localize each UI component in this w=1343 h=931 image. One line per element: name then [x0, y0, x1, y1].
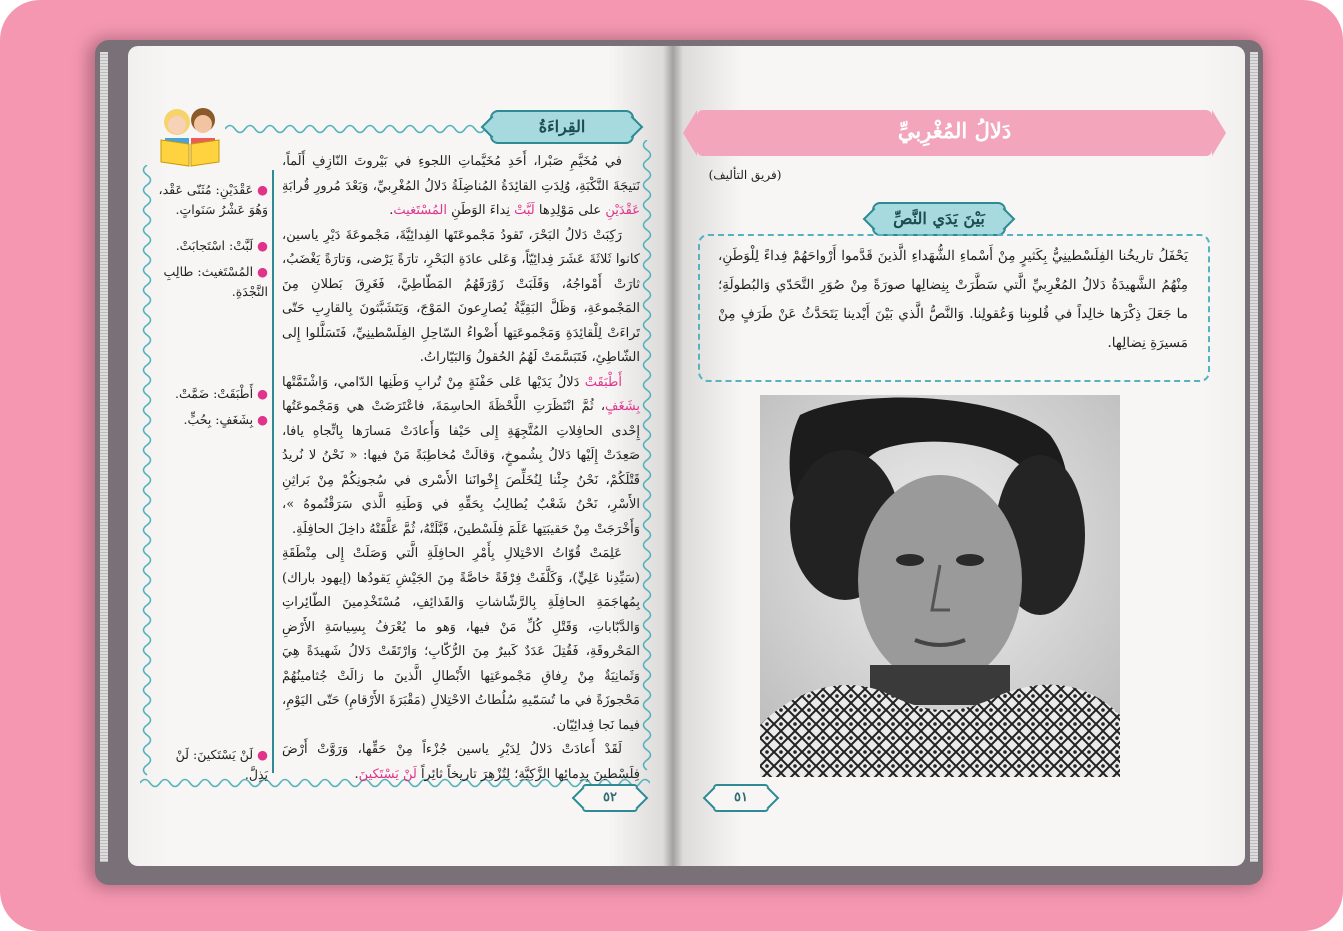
section-label-intro: بَيْنَ يَدَي النَّصِّ [872, 202, 1006, 236]
section-label-reading: القِراءَةُ [490, 110, 634, 144]
author-credit: (فريق التأليف) [708, 168, 782, 182]
page-edges-left [100, 52, 108, 862]
column-divider [272, 170, 274, 773]
wavy-border-right [640, 140, 654, 775]
page-edges-right [1250, 52, 1258, 862]
wavy-border-top [225, 122, 490, 136]
lesson-title: دَلالُ المُغْرِبيِّ [897, 118, 1012, 143]
title-band [697, 110, 1212, 156]
glossed-word: لَنْ يَسْتَكينَ [358, 766, 417, 782]
bullet-icon: ● [257, 747, 268, 762]
glossed-word: بِشَغَفٍ [605, 399, 640, 414]
paragraph-1: في مُخَيَّمِ صَبْرا، أَحَدِ مُخَيَّماتِ اللجوءِ في بَيْروتَ النّازِفِ أَلَماً، نَتيجَةَ النَّكْبَةِ، وُلِدَتِ القائِدَةُ المُناضِلَةُ دَلالُ المُغْرِبيِّ، وَبَعْدَ مُرورِ قُرابَةِ عَقْدَيْنِ على مَوْلِدِها لَبَّتْ نِداءَ الوَطَنِ المُسْتَغيث. [282, 154, 640, 218]
page-number-right: ٥١ [713, 784, 769, 812]
reading-kids-icon [155, 100, 225, 170]
intro-text: يَحْفَلُ تاريخُنا الفِلَسْطينِيُّ بِكَثيرٍ مِنْ أَسْماءِ الشُّهَداءِ الَّذينَ قَدَّموا أَرْواحَهُمْ فِداءً لِلْوَطَنِ، مِنْهُمُ الشَّهيدَةُ دَلالُ المُغْرِبيِّ الَّتي سَطَّرَتْ بِنِضالِها صورَةً مِنْ صُوَرِ التَّحَدّي وَالبُطولَةِ؛ ما جَعَلَ ذِكْرَها خالِداً في قُلوبِنا وَعُقولِنا. وَالنَّصُّ الَّذي بَيْنَ أَيْدينا يَتَحَدَّثُ عَنْ طَرَفٍ مِنْ مَسيرَةِ نِضالِها. [718, 248, 1188, 351]
glossed-word: المُسْتَغيث [393, 203, 447, 218]
paragraph-5: لَقَدْ أَعادَتْ دَلالُ لِدَيْرِ ياسين جُزْءاً مِنْ حَقِّها، وَرَوَّتْ أَرْضَ فِلَسْطينَ بِدِمائِها الزَّكِيَّةِ؛ لِتُزْهِرَ تاريخاً ثائِراً لَنْ يَسْتَكينَ. [282, 742, 640, 782]
glossary-item: ● عَقْدَيْنِ: مُثَنّى عَقْد، وَهُوَ عَشْرُ سَنَواتٍ. [158, 182, 268, 217]
book-spine [663, 46, 683, 866]
glossed-word: عَقْدَيْنِ [605, 203, 640, 218]
reading-passage [282, 150, 640, 787]
glossed-word: أَطْبَقَتْ [584, 374, 622, 390]
bullet-icon: ● [257, 386, 268, 401]
paragraph-3: أَطْبَقَتْ دَلالُ يَدَيْها عَلى حَفْنَةٍ مِنْ تُرابِ وَطَنِها الدّامي، وَاشْتَمَّتْها بِشَغَفٍ، ثُمَّ انْتَظَرَتِ اللَّحْظَةَ الحاسِمَةَ، فاعْتَرَضَتْ هي وَمَجْموعَتُها إِحْدى الحافِلاتِ المُتَّجِهَةِ إِلى حَيْفا وَأَعادَتْ مَسارَها بِاتِّجاهِ يافا، صَعِدَتْ إِلَيْها دَلالُ بِشُموخٍ، وَقالَتْ مُخاطِبَةً مَنْ فيها: « نَحْنُ لا نُريدُ قَتْلَكُمْ، نَحْنُ جِئْنا لِنُخَلِّصَ إِخْوانَنا الأَسْرى في سُجونِكُمْ مِنْ بَراثِنِ الأَسْرِ، نَحْنُ شَعْبٌ يُطالِبُ بِحَقِّهِ في وَطَنِهِ الَّذي سَرَقْتُموهُ »، وَأَخْرَجَتْ مِنْ حَقيبَتِها عَلَمَ فِلَسْطينَ، قَبَّلَتْهُ، ثُمَّ عَلَّقَتْهُ داخِلَ الحافِلَةِ. [282, 374, 640, 537]
glossary-item: ● المُسْتَغيث: طالِبِ النَّجْدَةِ. [163, 264, 268, 299]
bullet-icon: ● [257, 182, 268, 197]
bullet-icon: ● [257, 264, 268, 279]
glossary-item: ● لَنْ يَسْتَكينَ: لَنْ يَذِلَّ. [175, 747, 268, 782]
glossary-item: ● بِشَغَفٍ: بِحُبٍّ. [183, 412, 268, 427]
paragraph-2: رَكِبَتْ دَلالُ البَحْرَ، تَقودُ مَجْموعَتَها الفِدائِيَّةَ، مَجْموعَةَ دَيْرِ ياسين، كانوا ثَلاثَةَ عَشَرَ فِدائِيّاً، وَعَلى عادَةِ البَحْرِ، تارَةً يَرْضى، وَتارَةً يَغْضَبُ، ثارَتْ أَمْواجُهُ، وَقَلَبَتْ زَوْرَقَهُمُ المَطّاطِيَّ، فَغَرِقَ بَطلانِ مِنَ المَجْموعَةِ، وَظَلَّ البَقِيَّةُ يُصارِعونَ المَوْجَ، وَيَتَشَبَّثونَ بِالقارِبِ حَتّى تَراءَتْ لِلْقائِدَةِ وَمَجْموعَتِها أَضْواءُ السّاحِلِ الفِلَسْطينِيِّ، فَتَسَلَّلوا إِلى الشّاطِئِ، فَتَبَسَّمَتْ لَهُمُ الحُقولُ وَالبَيّاراتُ. [282, 227, 640, 365]
glossary-item: ● أَطْبَقَتْ: ضَمَّتْ. [175, 386, 268, 401]
glossed-word: لَبَّتْ [514, 203, 535, 218]
portrait-image-icon [760, 395, 1120, 777]
bullet-icon: ● [257, 238, 268, 253]
glossary-item: ● لَبَّتْ: اسْتَجابَتْ. [175, 238, 268, 253]
portrait-photo [760, 395, 1120, 777]
paragraph-4: عَلِمَتْ قُوّاتُ الاحْتِلالِ بِأَمْرِ الحافِلَةِ الَّتي وَصَلَتْ إِلى مِنْطَقَةِ (سَيِّدِنا عَلِيٍّ)، وَكَلَّفَتْ فِرْقَةً خاصَّةً مِنَ الجَيْشِ يَقودُها (إيهود باراك) بِمُهاجَمَةِ الحافِلَةِ بِالرَّشّاشاتِ وَالقَذائِفِ، مُسْتَخْدِمينَ الطّائِراتِ وَالدَّبّاباتِ، وَقَتْلِ كُلِّ مَنْ فيها، وَهو ما يُعْرَفُ بِسِياسَةِ الأَرْضِ المَحْروقَةِ، فَقُتِلَ عَدَدٌ كَبيرٌ مِنَ الرُّكّابِ؛ وَارْتَقَتْ دَلالُ شَهيدَةً هِيَ وَثَمانِيَةٌ مِنْ رِفاقِ مَجْموعَتِها الأَبْطالِ الَّذينَ ما زالَتْ جُثامينُهُمْ مَحْجوزَةً في ما تُسَمّيهِ سُلُطاتُ الاحْتِلالِ (مَقْبَرَةَ الأَرْقامِ) حَتّى اليَوْمِ، فيما نَجا فِدائِيّان. [282, 546, 640, 733]
wavy-border-left [140, 165, 154, 780]
page-number-left: ٥٢ [582, 784, 638, 812]
bullet-icon: ● [257, 412, 268, 427]
